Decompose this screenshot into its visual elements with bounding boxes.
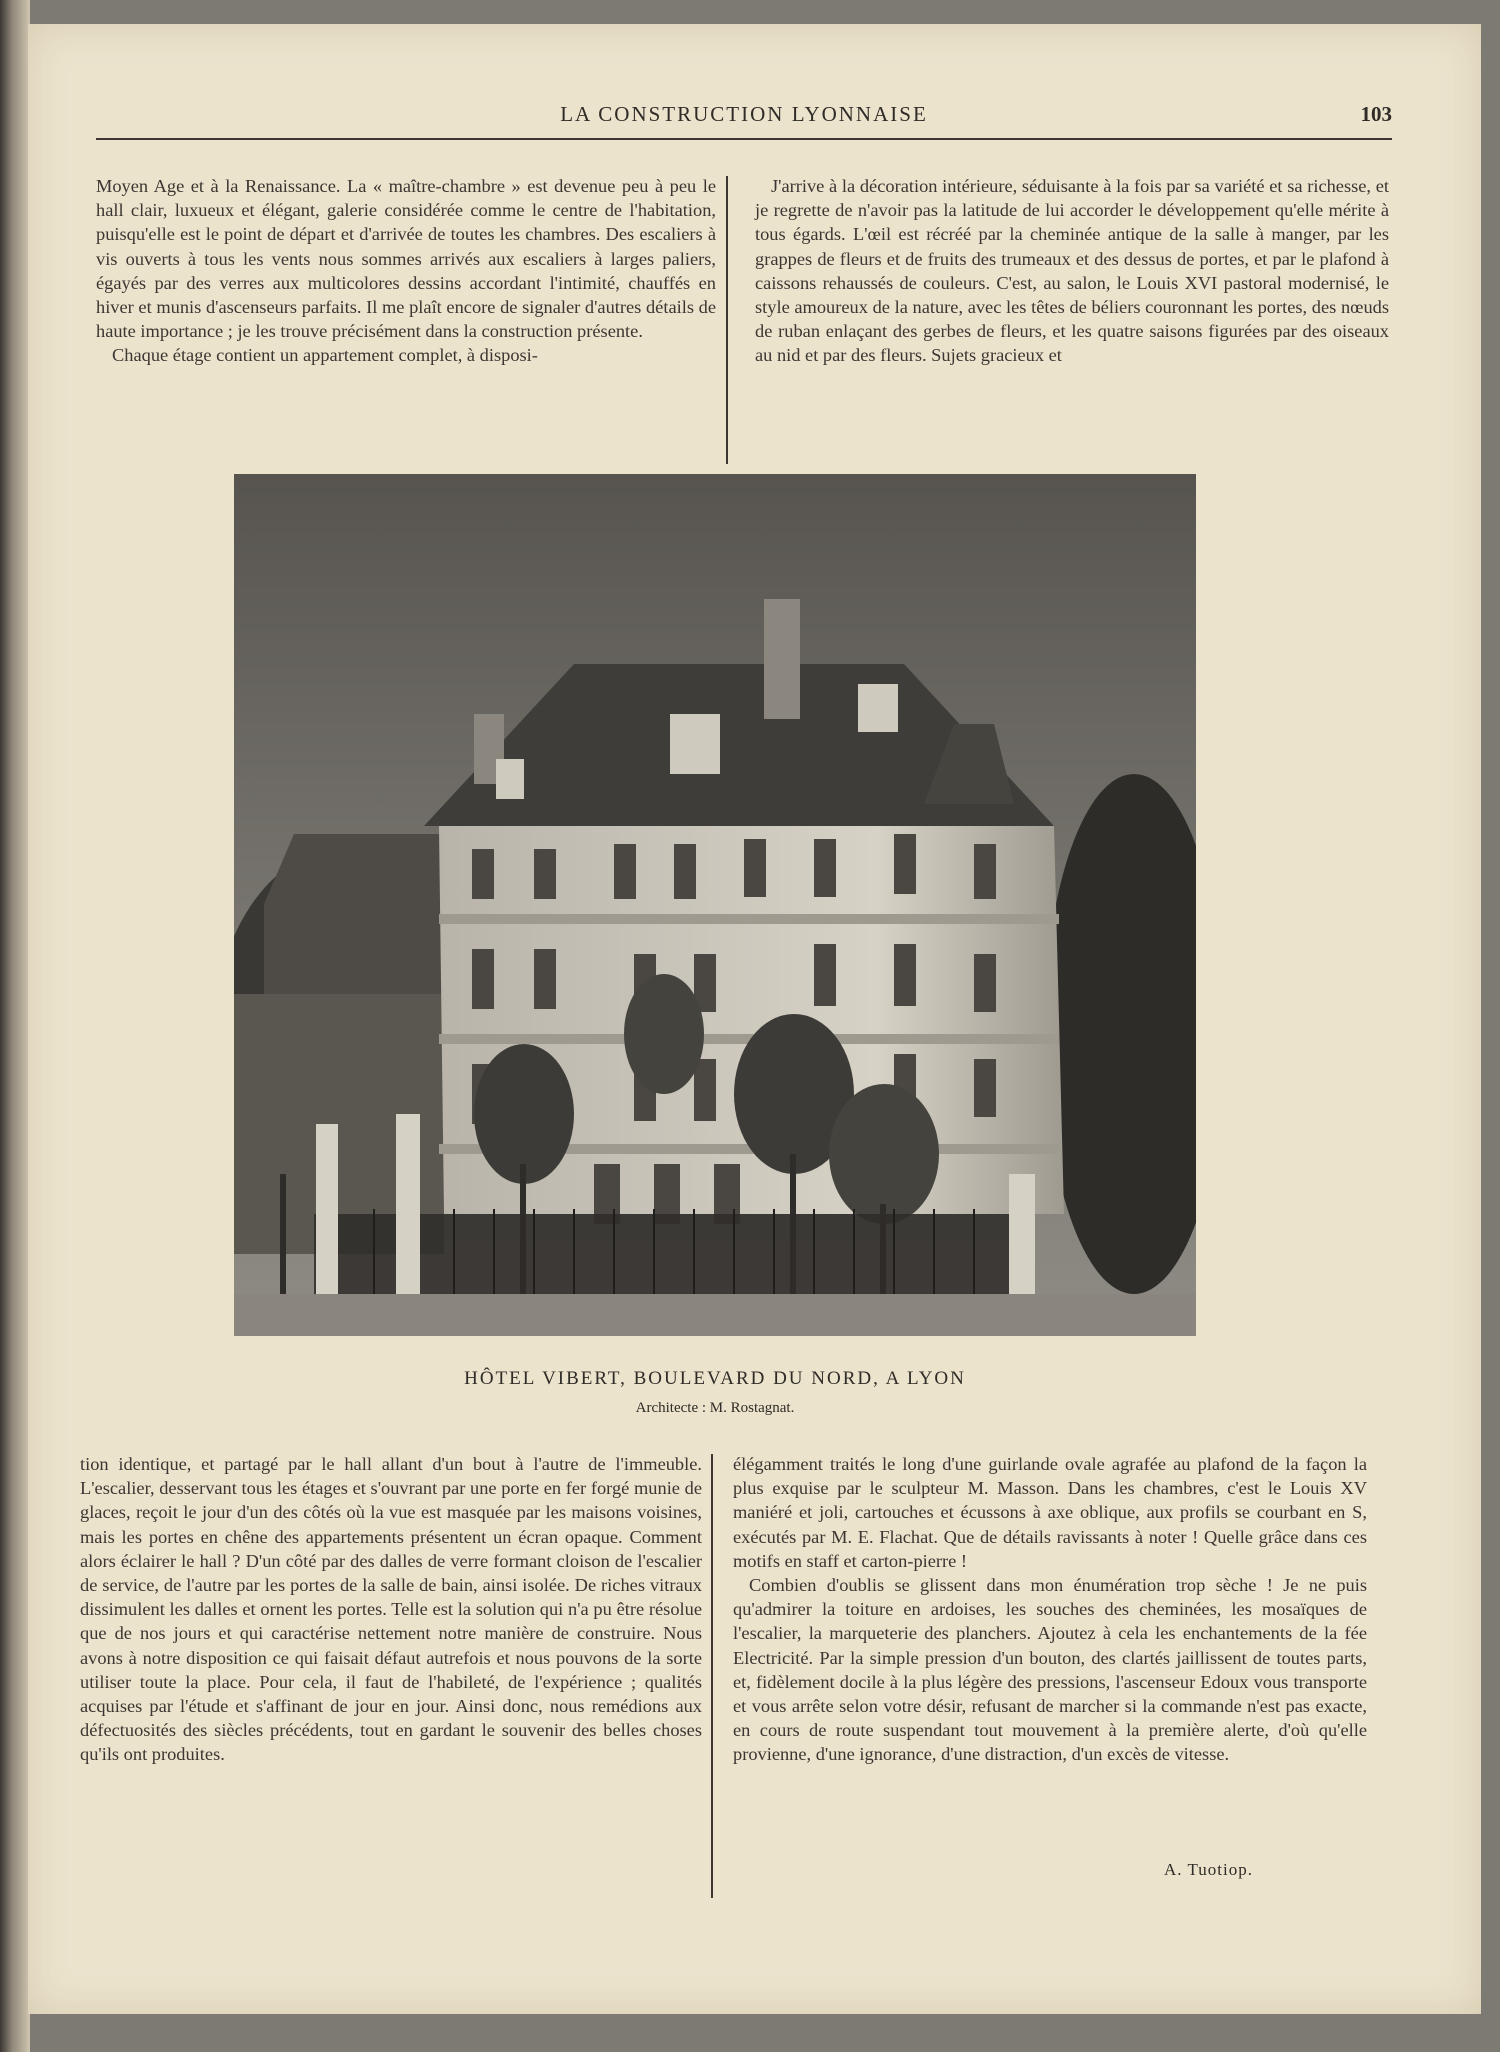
adjacent-page-edge	[0, 0, 30, 2052]
paragraph: Combien d'oublis se glissent dans mon énumération trop sèche ! Je ne puis qu'admirer la toiture en ardoises, les souches des cheminées, les mosaïques de l'escalier, la marqueterie des planchers. Ajoutez à cela les enchantements de la fée Electricité. Par la simple pression d'un bouton, des clartés jaillissent de toutes parts, et, fidèlement docile à la plus légère des pressions, l'ascenseur Edoux vous transporte et vous arrête selon votre désir, refusant de marcher si la commande n'est pas exacte, en cours de route suspendant tout mouvement à la première alerte, d'où qu'elle provienne, d'une ignorance, d'une distraction, d'un excès de vitesse.	[733, 1575, 1367, 1765]
paragraph: élégamment traités le long d'une guirlande ovale agrafée au plafond de la façon la plus exquise par le sculpteur M. Masson. Dans les chambres, c'est le Louis XV maniéré et joli, cartouches et écussons à axe oblique, aux profils se courbant en S, exécutés par M. E. Flachat. Que de détails ravissants à noter ! Quelle grâce dans ces motifs en staff et carton-pierre !	[733, 1454, 1367, 1571]
building-photograph	[234, 474, 1196, 1336]
paragraph: Moyen Age et à la Renaissance. La « maître-chambre » est devenue peu à peu le hall clair, luxueux et élégant, galerie considérée comme le centre de l'habitation, puisqu'elle est le point de départ et d'arrivée de toutes les chambres. Des escaliers à vis ouverts à tous les vents nous sommes arrivés aux escaliers à larges paliers, égayés par des verres aux multicolores dessins accordant l'intimité, chauffés en hiver et munis d'ascenseurs parfaits. Il me plaît encore de signaler d'autres détails de haute importance ; je les trouve précisément dans la construction présente.	[96, 176, 716, 342]
column-top-right	[755, 174, 1389, 368]
paragraph: Chaque étage contient un appartement complet, à disposi-	[112, 345, 538, 366]
column-top-left	[96, 174, 716, 368]
page-number: 103	[1360, 102, 1392, 126]
column-bottom-left	[80, 1452, 702, 1767]
journal-title: LA CONSTRUCTION LYONNAISE	[560, 102, 928, 126]
running-header	[96, 98, 1392, 140]
author-signature: A. Tuotiop.	[1164, 1860, 1253, 1879]
paragraph: J'arrive à la décoration intérieure, séduisante à la fois par sa variété et sa richesse, et je regrette de n'avoir pas la latitude de lui accorder le développement qu'elle mérite à tous égards. L'œil est récréé par la cheminée antique de la salle à manger, par les grappes de fleurs et de fruits des trumeaux et des dessus de portes, et par le plafond à caissons rehaussés de couleurs. C'est, au salon, le Louis XVI pastoral modernisé, le style amoureux de la nature, avec les têtes de béliers couronnant les portes, des nœuds de ruban enlaçant des gerbes de fleurs, et les quatre saisons figurées par des oiseaux au nid et par des fleurs. Sujets gracieux et	[755, 176, 1389, 366]
paragraph: tion identique, et partagé par le hall allant d'un bout à l'autre de l'immeuble. L'escalier, desservant tous les étages et s'ouvrant par une porte en fer forgé munie de glaces, reçoit le jour d'un des côtés où la vue est masquée par les maisons voisines, mais les portes en chêne des appartements présentent un écran opaque. Comment alors éclairer le hall ? D'un côté par des dalles de verre formant cloison de l'escalier de service, de l'autre par les portes de la salle de bain, ainsi isolée. De riches vitraux dissimulent les dalles et ornent les portes. Telle est la solution qui n'a pu être résolue que de nos jours et qui caractérise nettement notre manière de construire. Nous avons à notre disposition ce qui faisait défaut autrefois et nous pouvons de la sorte utiliser toute la place. Pour cela, il faut de l'habileté, de l'expérience ; qualités acquises par l'étude et s'affinant de jour en jour. Ainsi donc, nous remédions aux défectuosités des siècles précédents, tout en gardant le souvenir des belles choses qu'ils ont produites.	[80, 1454, 702, 1765]
journal-page	[28, 24, 1481, 2014]
figure-credit: Architecte : M. Rostagnat.	[635, 1400, 795, 1416]
column-bottom-right	[733, 1452, 1367, 1767]
column-divider-top	[726, 176, 728, 464]
hotel-vibert-image	[234, 474, 1196, 1336]
column-divider-bottom	[711, 1454, 713, 1898]
figure-caption: HÔTEL VIBERT, BOULEVARD DU NORD, A LYON	[464, 1368, 966, 1389]
